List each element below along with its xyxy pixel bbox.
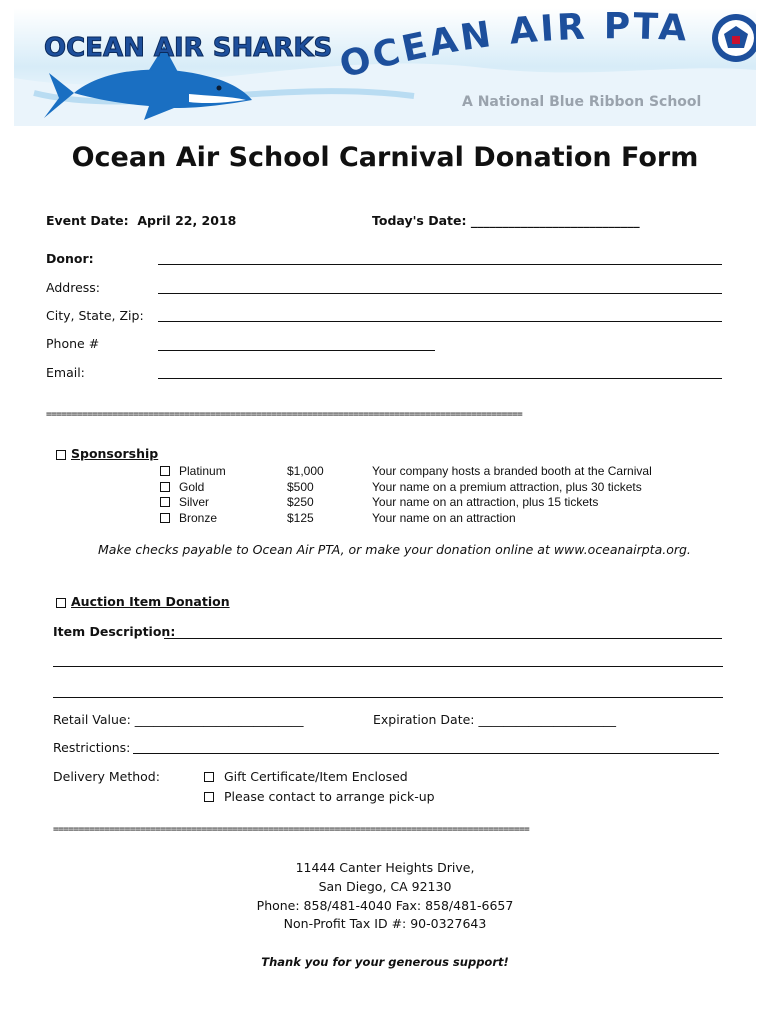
address-field[interactable] xyxy=(158,293,722,294)
delivery-option: Please contact to arrange pick-up xyxy=(224,789,435,804)
thank-you-note: Thank you for your generous support! xyxy=(261,955,509,969)
tier-benefit: Your company hosts a branded booth at the Carnival xyxy=(372,464,652,478)
phone-label: Phone # xyxy=(46,336,100,351)
logo-text: OCEAN AIR SHARKS xyxy=(44,33,333,63)
page-title: Ocean Air School Carnival Donation Form xyxy=(71,142,699,173)
item-description-line[interactable] xyxy=(53,666,723,667)
auction-heading: Auction Item Donation xyxy=(71,594,230,609)
banner-graphic xyxy=(14,8,756,126)
footer-address-line2: San Diego, CA 92130 xyxy=(318,879,452,894)
tier-benefit: Your name on an attraction, plus 15 tickets xyxy=(372,495,599,509)
delivery-method-label: Delivery Method: xyxy=(53,769,160,784)
tier-name: Silver xyxy=(179,495,210,509)
tier-amount: $125 xyxy=(287,511,314,525)
item-description-line[interactable] xyxy=(53,697,723,698)
bronze-checkbox[interactable] xyxy=(160,513,170,523)
gold-checkbox[interactable] xyxy=(160,482,170,492)
divider: ============================================================================================= xyxy=(46,409,523,420)
tier-name: Bronze xyxy=(179,511,218,525)
tier-name: Platinum xyxy=(179,464,226,478)
item-description-field[interactable] xyxy=(164,638,722,639)
retail-value-field[interactable]: Retail Value: ___________________________ xyxy=(53,712,304,727)
event-date: Event Date: April 22, 2018 xyxy=(46,213,237,228)
sponsorship-heading: Sponsorship xyxy=(71,446,159,461)
restrictions-field[interactable] xyxy=(133,753,719,754)
silver-checkbox[interactable] xyxy=(160,497,170,507)
item-description-label: Item Description: xyxy=(53,624,176,639)
pta-title: OCEAN AIR PTA xyxy=(335,8,691,87)
footer-tax-id: Non-Profit Tax ID #: 90-0327643 xyxy=(283,916,487,931)
tier-name: Gold xyxy=(179,480,205,494)
gift-certificate-checkbox[interactable] xyxy=(204,772,214,782)
tier-benefit: Your name on an attraction xyxy=(372,511,516,525)
phone-field[interactable] xyxy=(158,350,435,351)
tier-benefit: Your name on a premium attraction, plus 30 tickets xyxy=(372,480,642,494)
expiration-date-field[interactable]: Expiration Date: ______________________ xyxy=(373,712,616,727)
payment-note: Make checks payable to Ocean Air PTA, or make your donation online at www.oceanairpta.org. xyxy=(98,542,691,557)
todays-date-field[interactable]: Today's Date: ___________________________ xyxy=(372,213,640,228)
city-state-zip-label: City, State, Zip: xyxy=(46,308,144,323)
pickup-checkbox[interactable] xyxy=(204,792,214,802)
tier-amount: $1,000 xyxy=(287,464,324,478)
city-state-zip-field[interactable] xyxy=(158,321,722,322)
email-label: Email: xyxy=(46,365,85,380)
address-label: Address: xyxy=(46,280,100,295)
platinum-checkbox[interactable] xyxy=(160,466,170,476)
donor-field[interactable] xyxy=(158,264,722,265)
email-field[interactable] xyxy=(158,378,722,379)
footer-address-line1: 11444 Canter Heights Drive, xyxy=(295,860,475,875)
header-banner xyxy=(14,8,756,126)
footer-phone-fax: Phone: 858/481-4040 Fax: 858/481-6657 xyxy=(256,898,514,913)
tier-amount: $250 xyxy=(287,495,314,509)
delivery-option: Gift Certificate/Item Enclosed xyxy=(224,769,408,784)
auction-checkbox[interactable] xyxy=(56,598,66,608)
restrictions-label: Restrictions: xyxy=(53,740,131,755)
divider: ============================================================================================= xyxy=(53,824,530,835)
donor-label: Donor: xyxy=(46,251,94,266)
tagline: A National Blue Ribbon School xyxy=(462,94,702,110)
tier-amount: $500 xyxy=(287,480,314,494)
sponsorship-checkbox[interactable] xyxy=(56,450,66,460)
